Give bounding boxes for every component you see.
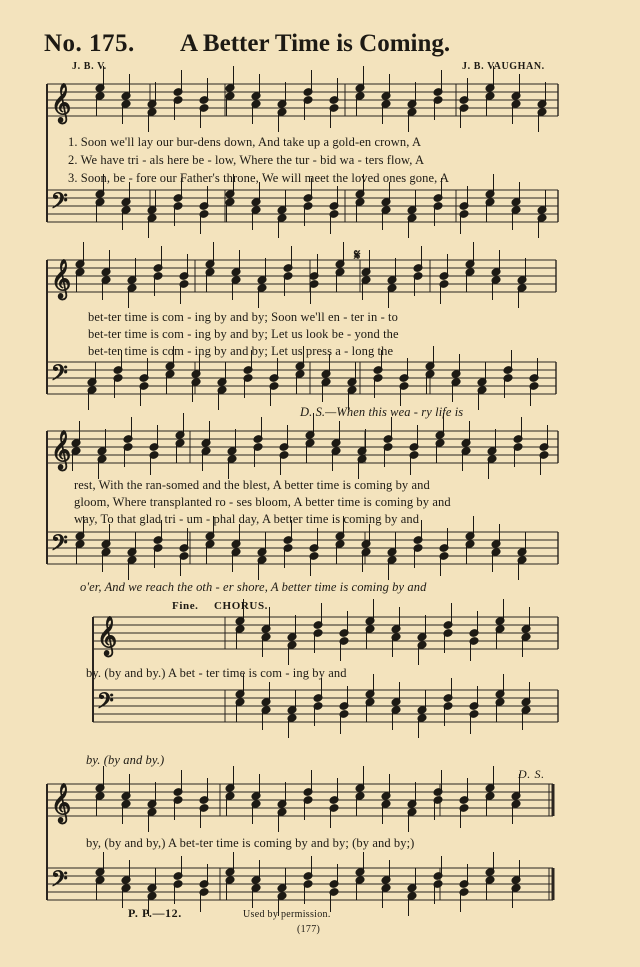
verse-2-line-2: bet-ter time is com - ing by and by; Let us look be - yond the	[88, 327, 399, 341]
verse-2-line-1: 2. We have tri - als here be - low, Where the tur - bid wa - ters flow, A	[68, 153, 425, 167]
svg-text:𝄞: 𝄞	[97, 616, 118, 656]
chorus-marker: CHORUS.	[214, 600, 269, 612]
chorus-treble-words: by. (by and by.) A bet - ter time is com - ing by and	[86, 666, 347, 680]
svg-text:𝄢: 𝄢	[51, 361, 68, 391]
verse-1-line-1: 1. Soon we'll lay our bur-dens down, And take up a gold-en crown, A	[68, 135, 422, 149]
chorus-final-words: by, (by and by,) A bet-ter time is coming by and by; (by and by;)	[86, 836, 415, 850]
chorus-bass-words: by. (by and by.)	[86, 753, 165, 767]
verse-1-line-2: bet-ter time is com - ing by and by; Soon we'll en - ter in - to	[88, 310, 398, 324]
page-number: (177)	[297, 924, 321, 935]
ds-marker: D. S.	[518, 767, 545, 781]
svg-text:𝄢: 𝄢	[51, 531, 68, 561]
words-credit: J. B. V.	[72, 61, 107, 72]
hymn-title: A Better Time is Coming.	[180, 30, 451, 57]
segno-sign: 𝄋	[354, 248, 361, 264]
permission-note: Used by permission.	[243, 909, 331, 920]
verse-2-line-3: gloom, Where transplanted ro - ses bloom, A better time is coming by and	[74, 495, 451, 509]
ds-lyric-line-2: o'er, And we reach the oth - er shore, A better time is coming by and	[80, 580, 427, 594]
music-credit: J. B. VAUGHAN.	[462, 61, 545, 72]
svg-text:𝄞: 𝄞	[51, 83, 72, 123]
verse-3-line-3: way, To that glad tri - um - phal day, A better time is coming by and	[74, 512, 420, 526]
svg-text:𝄞: 𝄞	[51, 430, 72, 470]
publication-code: P. P.—12.	[128, 906, 182, 920]
verse-3-line-1: 3. Soon, be - fore our Father's throne, We will meet the loved ones gone, A	[68, 171, 450, 185]
svg-text:𝄢: 𝄢	[51, 189, 68, 219]
hymn-number: No. 175.	[44, 30, 135, 57]
verse-1-line-3: rest, With the ran-somed and the blest, A better time is coming by and	[74, 478, 430, 492]
svg-text:𝄞: 𝄞	[51, 259, 72, 299]
ds-lyric-line-1: D. S.—When this wea - ry life is	[300, 405, 464, 419]
svg-text:𝄞: 𝄞	[51, 783, 72, 823]
svg-text:𝄢: 𝄢	[97, 689, 114, 719]
verse-3-line-2: bet-ter time is com - ing by and by; Let us press a - long the	[88, 344, 394, 358]
svg-text:𝄢: 𝄢	[51, 867, 68, 897]
fine-marker: Fine.	[172, 600, 199, 612]
